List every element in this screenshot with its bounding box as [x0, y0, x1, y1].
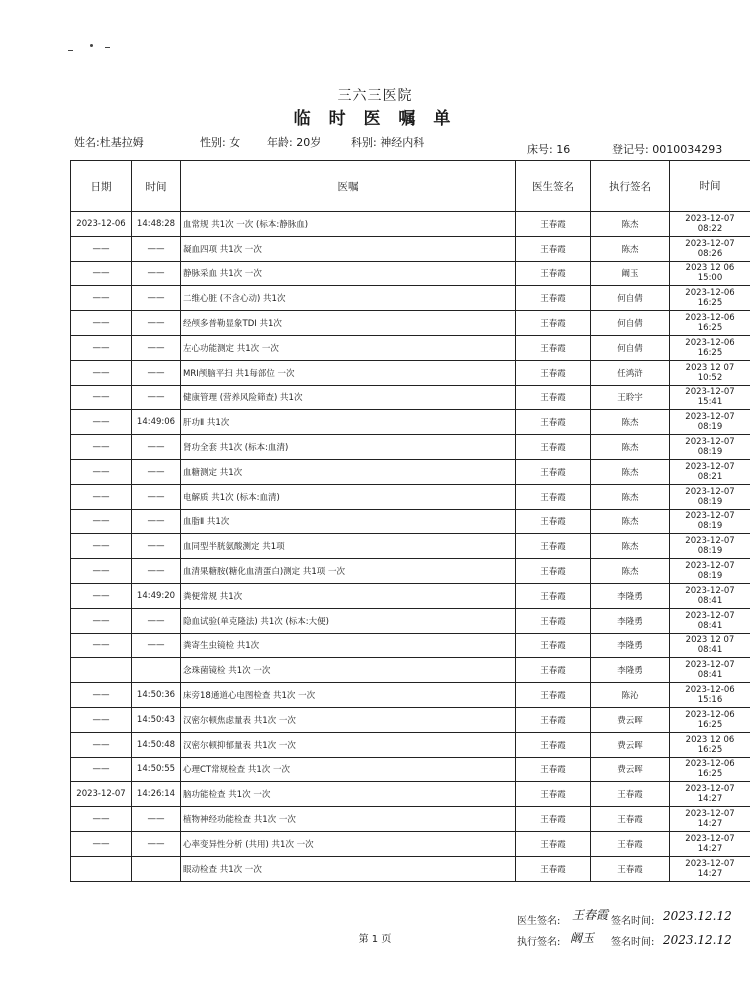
row-doctor-signature: 王春霞 — [516, 683, 591, 708]
row-time: 14:49:20 — [132, 583, 181, 608]
row-time: —— — [132, 435, 181, 460]
row-exec-clock: 08:19 — [697, 546, 723, 557]
row-exec-signature: 陈杰 — [591, 410, 670, 435]
row-doctor-signature: 王春霞 — [516, 583, 591, 608]
row-exec-time — [670, 459, 750, 484]
row-exec-signature: 费云晖 — [591, 732, 670, 757]
row-exec-date: 2023-12-07 — [685, 387, 735, 398]
table-row — [71, 286, 750, 311]
table-row — [71, 608, 750, 633]
row-doctor-signature: 王春霞 — [516, 435, 591, 460]
row-time — [132, 856, 181, 881]
table-row — [71, 534, 750, 559]
row-doctor-signature: 王春霞 — [516, 459, 591, 484]
row-exec-date: 2023-12-07 — [685, 461, 735, 472]
row-date: —— — [71, 707, 132, 732]
row-doctor-signature: 王春霞 — [516, 212, 591, 237]
row-exec-time — [670, 831, 750, 856]
row-exec-time — [670, 261, 750, 286]
row-time: 14:50:55 — [132, 757, 181, 782]
row-exec-clock: 14:27 — [697, 794, 723, 805]
table-row — [71, 683, 750, 708]
row-time: 14:48:28 — [132, 212, 181, 237]
row-date: —— — [71, 633, 132, 658]
row-date — [71, 856, 132, 881]
row-order: 汉密尔顿抑郁量表 共1次 一次 — [181, 732, 516, 757]
row-order: 粪寄生虫镜检 共1次 — [181, 633, 516, 658]
row-order: 粪便常规 共1次 — [181, 583, 516, 608]
col-doctor-sign: 医生签名 — [516, 161, 591, 212]
orders-table — [70, 160, 750, 882]
table-row — [71, 707, 750, 732]
row-exec-time — [670, 435, 750, 460]
row-exec-date: 2023-12-07 — [685, 784, 735, 795]
row-time: 14:50:48 — [132, 732, 181, 757]
doctor-sign-label: 医生签名: — [517, 916, 561, 927]
row-exec-time — [670, 360, 750, 385]
col-order: 医嘱 — [181, 161, 516, 212]
row-doctor-signature: 王春霞 — [516, 509, 591, 534]
row-exec-clock: 10:52 — [697, 372, 723, 383]
row-exec-time — [670, 732, 750, 757]
row-doctor-signature: 王春霞 — [516, 261, 591, 286]
row-exec-clock: 16:25 — [697, 347, 723, 358]
row-date: —— — [71, 261, 132, 286]
row-exec-clock: 08:22 — [697, 223, 723, 234]
row-order: 念珠菌镜检 共1次 一次 — [181, 658, 516, 683]
row-exec-date: 2023-12-07 — [685, 660, 735, 671]
row-exec-clock: 16:25 — [697, 719, 723, 730]
row-time: —— — [132, 335, 181, 360]
row-exec-clock: 15:00 — [697, 273, 723, 284]
row-time: —— — [132, 236, 181, 261]
row-order: MRI颅脑平扫 共1每部位 一次 — [181, 360, 516, 385]
row-exec-date: 2023-12-07 — [685, 610, 735, 621]
row-exec-signature: 李隆勇 — [591, 608, 670, 633]
row-exec-time — [670, 707, 750, 732]
patient-dept: 科别: 神经内科 — [351, 136, 425, 149]
row-exec-clock: 08:41 — [697, 620, 723, 631]
row-doctor-signature: 王春霞 — [516, 559, 591, 584]
table-row — [71, 212, 750, 237]
patient-name: 姓名:杜基拉姆 — [74, 136, 144, 149]
row-doctor-signature: 王春霞 — [516, 236, 591, 261]
row-exec-signature: 陈杰 — [591, 484, 670, 509]
row-exec-signature: 王春霞 — [591, 807, 670, 832]
row-exec-signature: 王聆宇 — [591, 385, 670, 410]
table-row — [71, 311, 750, 336]
row-doctor-signature: 王春霞 — [516, 658, 591, 683]
row-exec-date: 2023-12-07 — [685, 213, 735, 224]
row-exec-signature: 陈杰 — [591, 559, 670, 584]
row-exec-clock: 08:41 — [697, 670, 723, 681]
row-date: —— — [71, 583, 132, 608]
table-row — [71, 459, 750, 484]
row-exec-clock: 08:26 — [697, 248, 723, 259]
row-time: —— — [132, 831, 181, 856]
exec-signature: 阚玉 — [570, 931, 595, 945]
table-row — [71, 360, 750, 385]
row-order: 经颅多普勒显象TDI 共1次 — [181, 311, 516, 336]
row-exec-clock: 08:21 — [697, 471, 723, 482]
row-exec-time — [670, 583, 750, 608]
scan-mark — [90, 44, 93, 47]
row-exec-time — [670, 658, 750, 683]
row-exec-date: 2023-12-06 — [685, 685, 735, 696]
row-doctor-signature: 王春霞 — [516, 286, 591, 311]
row-order: 床旁18通道心电图检查 共1次 一次 — [181, 683, 516, 708]
row-exec-date: 2023-12-06 — [685, 288, 735, 299]
row-exec-clock: 16:25 — [697, 298, 723, 309]
patient-age: 年龄: 20岁 — [267, 136, 322, 149]
row-time: 14:26:14 — [132, 782, 181, 807]
row-order: 血脂Ⅱ 共1次 — [181, 509, 516, 534]
table-row — [71, 757, 750, 782]
row-date: —— — [71, 559, 132, 584]
row-doctor-signature: 王春霞 — [516, 360, 591, 385]
row-exec-date: 2023-12-07 — [685, 561, 735, 572]
scan-mark — [105, 47, 110, 48]
row-exec-signature: 李隆勇 — [591, 658, 670, 683]
row-exec-signature: 何自倩 — [591, 311, 670, 336]
row-time: 14:50:36 — [132, 683, 181, 708]
row-doctor-signature: 王春霞 — [516, 831, 591, 856]
row-doctor-signature: 王春霞 — [516, 608, 591, 633]
col-exec-sign: 执行签名 — [591, 161, 670, 212]
row-exec-signature: 陈杰 — [591, 236, 670, 261]
page-number: 第 1 页 — [358, 934, 392, 945]
row-exec-time — [670, 757, 750, 782]
row-exec-clock: 15:41 — [697, 397, 723, 408]
row-exec-clock: 08:19 — [697, 422, 723, 433]
row-exec-date: 2023-12-07 — [685, 412, 735, 423]
row-time: —— — [132, 261, 181, 286]
row-time: —— — [132, 459, 181, 484]
row-exec-clock: 08:41 — [697, 595, 723, 606]
table-row — [71, 385, 750, 410]
row-exec-time — [670, 534, 750, 559]
row-exec-time — [670, 782, 750, 807]
row-order: 心率变异性分析 (共用) 共1次 一次 — [181, 831, 516, 856]
row-order: 肾功全套 共1次 (标本:血清) — [181, 435, 516, 460]
row-exec-clock: 14:27 — [697, 868, 723, 879]
table-row — [71, 856, 750, 881]
row-exec-clock: 16:25 — [697, 323, 723, 334]
patient-gender: 性别: 女 — [200, 136, 241, 149]
row-time: —— — [132, 633, 181, 658]
row-exec-signature: 李隆勇 — [591, 583, 670, 608]
doctor-signature: 王春霞 — [572, 908, 609, 922]
row-date: —— — [71, 757, 132, 782]
row-exec-date: 2023-12-07 — [685, 486, 735, 497]
row-doctor-signature: 王春霞 — [516, 335, 591, 360]
row-date: —— — [71, 484, 132, 509]
row-time: 14:50:43 — [132, 707, 181, 732]
row-doctor-signature: 王春霞 — [516, 311, 591, 336]
row-time: —— — [132, 360, 181, 385]
row-date — [71, 658, 132, 683]
row-exec-time — [670, 385, 750, 410]
row-exec-clock: 08:41 — [697, 645, 723, 656]
row-exec-date: 2023-12-07 — [685, 238, 735, 249]
row-exec-date: 2023-12-07 — [685, 536, 735, 547]
row-exec-date: 2023-12-06 — [685, 313, 735, 324]
row-exec-date: 2023-12-06 — [685, 759, 735, 770]
row-date: 2023-12-06 — [71, 212, 132, 237]
table-row — [71, 559, 750, 584]
row-exec-signature: 李隆勇 — [591, 633, 670, 658]
row-date: —— — [71, 807, 132, 832]
row-exec-clock: 15:16 — [697, 695, 723, 706]
row-date: —— — [71, 360, 132, 385]
row-exec-time — [670, 856, 750, 881]
row-exec-date: 2023-12-07 — [685, 511, 735, 522]
row-doctor-signature: 王春霞 — [516, 707, 591, 732]
row-exec-time — [670, 807, 750, 832]
row-exec-signature: 陈杰 — [591, 435, 670, 460]
row-time — [132, 658, 181, 683]
row-exec-clock: 08:19 — [697, 571, 723, 582]
row-exec-time — [670, 509, 750, 534]
col-date: 日期 — [71, 161, 132, 212]
row-date: —— — [71, 608, 132, 633]
row-order: 植物神经功能检查 共1次 一次 — [181, 807, 516, 832]
row-time: 14:49:06 — [132, 410, 181, 435]
table-row — [71, 583, 750, 608]
row-doctor-signature: 王春霞 — [516, 484, 591, 509]
row-date: —— — [71, 509, 132, 534]
row-exec-signature: 王春霞 — [591, 856, 670, 881]
row-exec-date: 2023-12-07 — [685, 437, 735, 448]
row-exec-signature: 何自倩 — [591, 286, 670, 311]
row-exec-date: 2023-12-06 — [685, 337, 735, 348]
row-order: 血糖测定 共1次 — [181, 459, 516, 484]
row-exec-time — [670, 286, 750, 311]
table-row — [71, 335, 750, 360]
row-order: 肝功Ⅱ 共1次 — [181, 410, 516, 435]
table-row — [71, 807, 750, 832]
row-time: —— — [132, 559, 181, 584]
row-date: 2023-12-07 — [71, 782, 132, 807]
row-date: —— — [71, 732, 132, 757]
row-doctor-signature: 王春霞 — [516, 757, 591, 782]
row-exec-signature: 王春霞 — [591, 782, 670, 807]
row-order: 左心功能测定 共1次 一次 — [181, 335, 516, 360]
row-doctor-signature: 王春霞 — [516, 410, 591, 435]
row-exec-date: 2023 12 06 — [685, 734, 735, 745]
row-exec-date: 2023-12-07 — [685, 809, 735, 820]
row-time: —— — [132, 534, 181, 559]
row-exec-date: 2023-12-07 — [685, 858, 735, 869]
registration-number: 登记号: 0010034293 — [612, 143, 723, 156]
row-date: —— — [71, 286, 132, 311]
table-row — [71, 435, 750, 460]
table-row — [71, 658, 750, 683]
row-order: 血清果糖胺(糖化血清蛋白)测定 共1项 一次 — [181, 559, 516, 584]
col-time: 时间 — [132, 161, 181, 212]
row-date: —— — [71, 435, 132, 460]
row-date: —— — [71, 311, 132, 336]
row-exec-time — [670, 410, 750, 435]
exec-sign-time-label: 签名时间: — [611, 937, 655, 948]
table-header-row — [71, 161, 750, 212]
row-exec-signature: 任鸿浒 — [591, 360, 670, 385]
row-doctor-signature: 王春霞 — [516, 732, 591, 757]
row-exec-clock: 14:27 — [697, 843, 723, 854]
doctor-sign-time-label: 签名时间: — [611, 916, 655, 927]
table-row — [71, 509, 750, 534]
row-exec-signature: 陈杰 — [591, 534, 670, 559]
row-order: 隐血试验(单克隆法) 共1次 (标本:大便) — [181, 608, 516, 633]
row-exec-signature: 陈杰 — [591, 212, 670, 237]
table-row — [71, 484, 750, 509]
row-doctor-signature: 王春霞 — [516, 534, 591, 559]
bed-number: 床号: 16 — [527, 143, 571, 156]
row-order: 脑功能检查 共1次 一次 — [181, 782, 516, 807]
row-exec-time — [670, 236, 750, 261]
row-exec-clock: 16:25 — [697, 769, 723, 780]
row-exec-date: 2023-12-07 — [685, 833, 735, 844]
row-date: —— — [71, 236, 132, 261]
row-order: 血同型半胱氨酸测定 共1项 — [181, 534, 516, 559]
row-date: —— — [71, 385, 132, 410]
row-date: —— — [71, 459, 132, 484]
row-time: —— — [132, 286, 181, 311]
exec-sign-label: 执行签名: — [517, 937, 561, 948]
row-time: —— — [132, 385, 181, 410]
page-title: 临 时 医 嘱 单 — [293, 109, 457, 129]
row-exec-signature: 阚玉 — [591, 261, 670, 286]
doctor-sign-time: 2023.12.12 — [663, 909, 732, 923]
row-exec-date: 2023 12 07 — [685, 635, 735, 646]
scan-mark — [68, 50, 73, 51]
row-exec-signature: 费云晖 — [591, 707, 670, 732]
row-order: 心理CT常规检查 共1次 一次 — [181, 757, 516, 782]
row-exec-time — [670, 683, 750, 708]
row-exec-clock: 08:19 — [697, 496, 723, 507]
row-doctor-signature: 王春霞 — [516, 633, 591, 658]
row-date: —— — [71, 831, 132, 856]
row-exec-clock: 08:19 — [697, 521, 723, 532]
table-row — [71, 261, 750, 286]
row-exec-time — [670, 212, 750, 237]
row-order: 电解质 共1次 (标本:血清) — [181, 484, 516, 509]
row-exec-signature: 王春霞 — [591, 831, 670, 856]
row-order: 二维心脏 (不含心动) 共1次 — [181, 286, 516, 311]
row-doctor-signature: 王春霞 — [516, 807, 591, 832]
row-exec-date: 2023-12-07 — [685, 585, 735, 596]
row-exec-clock: 14:27 — [697, 819, 723, 830]
row-exec-time — [670, 633, 750, 658]
hospital-name: 三六三医院 — [337, 88, 413, 104]
row-exec-signature: 陈杰 — [591, 509, 670, 534]
row-exec-clock: 08:19 — [697, 447, 723, 458]
row-exec-clock: 16:25 — [697, 744, 723, 755]
row-time: —— — [132, 807, 181, 832]
row-order: 健康管理 (营养风险筛查) 共1次 — [181, 385, 516, 410]
table-row — [71, 633, 750, 658]
table-row — [71, 782, 750, 807]
row-exec-time — [670, 335, 750, 360]
row-time: —— — [132, 484, 181, 509]
row-exec-time — [670, 311, 750, 336]
row-exec-time — [670, 608, 750, 633]
exec-sign-time: 2023.12.12 — [663, 933, 732, 947]
row-exec-date: 2023 12 07 — [685, 362, 735, 373]
row-order: 眼动检查 共1次 一次 — [181, 856, 516, 881]
row-exec-date: 2023 12 06 — [685, 263, 735, 274]
row-date: —— — [71, 335, 132, 360]
table-row — [71, 732, 750, 757]
row-exec-signature: 陈沁 — [591, 683, 670, 708]
row-date: —— — [71, 683, 132, 708]
table-row — [71, 236, 750, 261]
row-time: —— — [132, 509, 181, 534]
row-date: —— — [71, 534, 132, 559]
table-row — [71, 831, 750, 856]
col-exec-time: 时间 — [670, 161, 750, 212]
row-order: 凝血四项 共1次 一次 — [181, 236, 516, 261]
row-exec-signature: 何自倩 — [591, 335, 670, 360]
row-exec-time — [670, 559, 750, 584]
row-order: 汉密尔顿焦虑量表 共1次 一次 — [181, 707, 516, 732]
row-order: 血常规 共1次 一次 (标本:静脉血) — [181, 212, 516, 237]
table-row — [71, 410, 750, 435]
row-time: —— — [132, 608, 181, 633]
row-doctor-signature: 王春霞 — [516, 856, 591, 881]
row-exec-signature: 费云晖 — [591, 757, 670, 782]
row-exec-signature: 陈杰 — [591, 459, 670, 484]
row-time: —— — [132, 311, 181, 336]
row-order: 静脉采血 共1次 一次 — [181, 261, 516, 286]
row-date: —— — [71, 410, 132, 435]
row-doctor-signature: 王春霞 — [516, 385, 591, 410]
row-exec-date: 2023-12-06 — [685, 709, 735, 720]
row-exec-time — [670, 484, 750, 509]
row-doctor-signature: 王春霞 — [516, 782, 591, 807]
